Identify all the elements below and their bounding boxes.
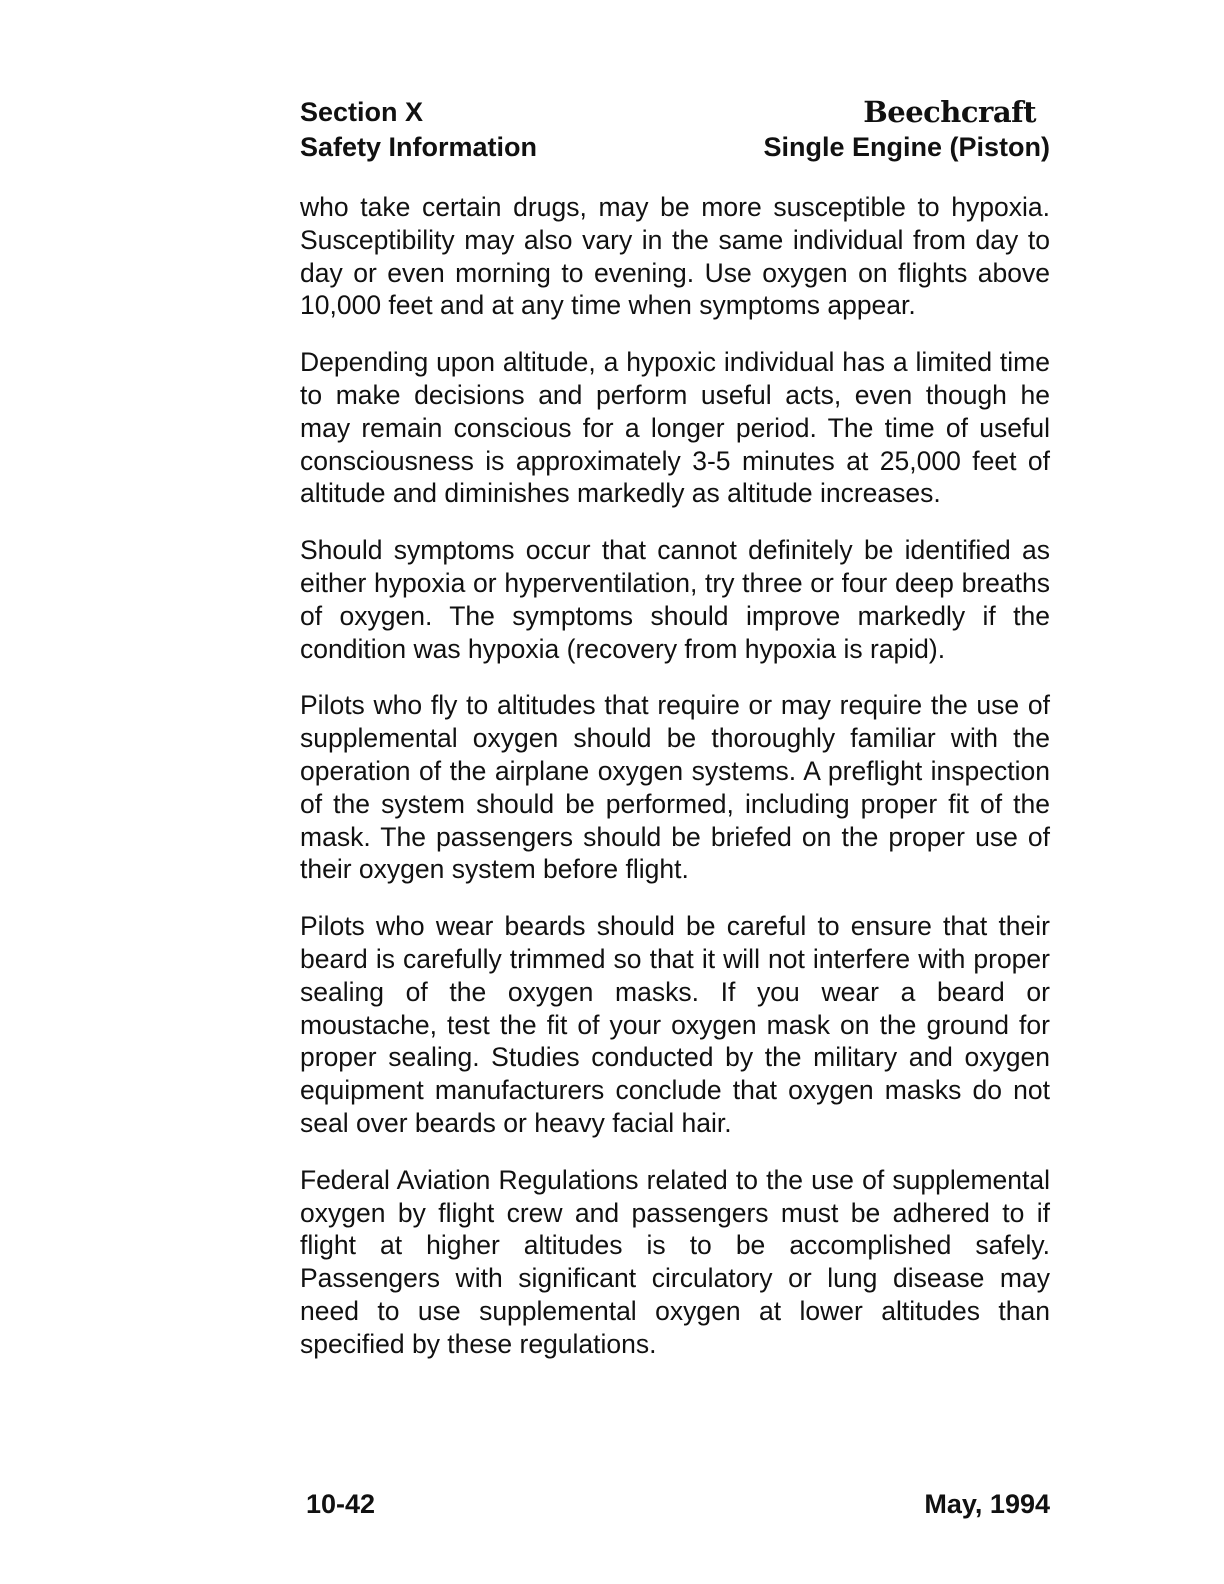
- paragraph: who take certain drugs, may be more susceptible to hypoxia. Susceptibility may also vary in the same individual from day to day or even morning to evening. Use oxygen on flights above 10,000 feet and at any time when symptoms appear.: [300, 192, 1050, 321]
- document-page: [300, 95, 1050, 1535]
- paragraph: Should symptoms occur that cannot definitely be identified as either hypoxia or hyperventilation, try three or four deep breaths of oxygen. The symptoms should improve markedly if the condition was hypoxia (recovery from hypoxia is rapid).: [300, 535, 1050, 664]
- header-right: [763, 95, 1050, 165]
- section-label: Section X: [300, 97, 424, 127]
- header-left: [300, 95, 537, 165]
- page-header: [300, 95, 1050, 187]
- page-body: [300, 191, 1050, 1361]
- page-number: 10-42: [306, 1489, 376, 1519]
- paragraph: Pilots who wear beards should be careful to ensure that their beard is carefully trimmed so that it will not interfere with proper sealing of the oxygen masks. If you wear a beard or moustache, test the fit of your oxygen mask on the ground for proper sealing. Studies conducted by the military and oxygen equipment manufacturers conclude that oxygen masks do not seal over beards or heavy facial hair.: [300, 911, 1050, 1138]
- model-label: Single Engine (Piston): [763, 132, 1050, 162]
- revision-date: May, 1994: [924, 1489, 1050, 1519]
- paragraph: Depending upon altitude, a hypoxic individual has a limited time to make decisions and perform useful acts, even though he may remain conscious for a longer period. The time of useful consciousness is approximately 3-5 minutes at 25,000 feet of altitude and diminishes markedly as altitude increases.: [300, 347, 1050, 509]
- paragraph: Federal Aviation Regulations related to the use of supplemental oxygen by flight crew and passengers must be adhered to if flight at higher altitudes is to be accomplished safely. Passengers with significant circulatory or lung disease may need to use supplemental oxygen at lower altitudes than specified by these regulations.: [300, 1164, 1050, 1359]
- section-subject: Safety Information: [300, 132, 538, 162]
- page-footer: [306, 1489, 1050, 1520]
- brand-logo: Beechcraft: [863, 95, 1036, 129]
- paragraph: Pilots who fly to altitudes that require or may require the use of supplemental oxygen should be thoroughly familiar with the operation of the airplane oxygen systems. A preflight inspection of the system should be performed, including proper fit of the mask. The passengers should be briefed on the proper use of their oxygen system before flight.: [300, 690, 1050, 885]
